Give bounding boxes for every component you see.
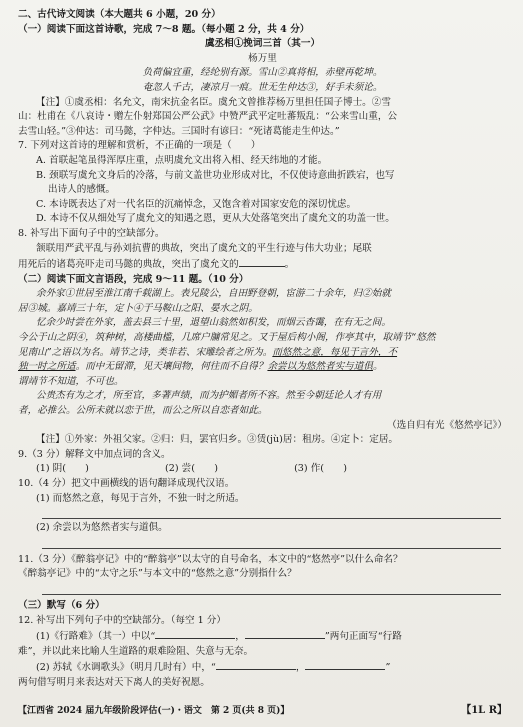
part1-heading: （一）阅读下面这首诗歌，完成 7～8 题。（每小题 2 分，共 4 分） <box>18 23 310 35</box>
part3-heading: （三）默写（6 分） <box>18 599 105 611</box>
question-9: 9.（3 分）解释文中加点词的含义。 <box>18 448 171 460</box>
question-12-2-cont: 两句借写明月来表达对天下离人的美好祝愿。 <box>18 676 210 688</box>
footer-right: 【1L R】 <box>461 705 507 717</box>
question-12: 12. 补写出下列句子中的空缺部分。（每空 1 分） <box>18 614 226 626</box>
question-8-text: 颔联用严武平乱与孙刘抗曹的典故，突出了虞允文的平生行迹与伟大功业；尾联 <box>36 242 372 254</box>
option-d: D. 本诗不仅从细处写了虞允文的知遇之恩，更从大处落笔突出了虞允文的功盖一世。 <box>36 213 395 225</box>
question-10: 10.（4 分）把文中画横线的语句翻译成现代汉语。 <box>18 478 235 489</box>
answer-line[interactable] <box>42 582 501 595</box>
passage-line: 余外家①世居至淮江南千载湖上。表兄陵公，自田野登朝，宦游二十余年，归②始就 <box>36 288 391 300</box>
section-title: 二、古代诗文阅读（本大题共 6 小题，20 分） <box>18 9 221 20</box>
poem-note-line: 【注】①虞丞相：名允文，南宋抗金名臣。虞允文曾推荐杨万里担任国子博士。②雪 <box>36 96 391 108</box>
passage-line: 今公于山之阴④，筑种树，高楼曲槛，几席户牖常见之。又于屋后构小阁，作亭其中，取靖节“悠然 <box>18 332 436 344</box>
question-12-2: (2) 苏轼《水调歌头》（明月几时有）中，“ ， ” <box>18 659 507 676</box>
poem-note-line: 去雪山轻。”③仲达：司马懿，字仲达。三国时有谚曰：“死诸葛能走生仲达。” <box>18 125 340 137</box>
passage-source: （选自归有光《悠然亭记》） <box>387 419 507 431</box>
question-8-text: 用死后的诸葛亮吓走司马懿的典故，突出了虞允文的 。 <box>18 256 507 273</box>
question-11: 11.（3 分）《醉翁亭记》中的“醉翁亭”以太守的自号命名，本文中的“悠然亭”以什么命名？ <box>18 553 403 565</box>
question-12-1: (1)《行路难》（其一）中以“ ， ”两句正面写“行路 <box>18 628 507 645</box>
passage-line: 谓靖节不知道，不可也。 <box>18 375 124 387</box>
option-c: C. 本诗既表达了对一代名臣的沉痛悼念，又饱含着对国家安危的深切忧虑。 <box>36 198 357 210</box>
passage-line: 见南山”之语以为名。靖节之诗，类非若、宋雕绘者之所为。而悠然之意，每见于言外，不 <box>18 346 398 358</box>
passage-note: 【注】①外家：外祖父家。②归：归，罢官归乡。③赁(jù)居：租房。④定卜：定居。 <box>36 434 399 446</box>
question-7: 7. 下列对这首诗的理解和赏析，不正确的一项是（ ） <box>18 140 261 152</box>
answer-line[interactable] <box>42 506 501 519</box>
poem-title: 虞丞相①挽词三首（其一） <box>204 38 321 50</box>
q9-item: (2) 尝( ) <box>165 463 218 475</box>
poem-line: 负荷偏宜重，经纶别有源。雪山②真将相，赤壁再乾坤。 <box>142 67 383 79</box>
page-footer <box>18 704 507 719</box>
question-8: 8. 补写出下面句子中的空缺部分。 <box>18 227 165 239</box>
poem-line: 奄忽人千古，凄凉月一痕。世无生仲达③，好手未须论。 <box>142 81 383 93</box>
answer-blank[interactable] <box>305 659 385 670</box>
answer-blank[interactable] <box>239 256 285 267</box>
question-10-2: (2) 余尝以为悠然者实与道俱。 <box>36 522 168 534</box>
passage-line: 者，必推公。公所未就以恋于世，而公之所以自恋者如此。 <box>18 405 268 417</box>
question-10-1: (1) 而悠然之意，每见于言外，不独一时之所适。 <box>36 492 245 504</box>
q9-item: (1) 阴( ) <box>36 463 89 475</box>
poem-note-line: 山：杜甫在《八哀诗・赠左仆射郑国公严公武》中赞严武平定吐蕃叛乱：“公来雪山重，公 <box>18 111 398 123</box>
passage-line: 居③城。嘉靖三十年，定卜④于马鞍山之阳、晏水之阴。 <box>18 302 258 314</box>
option-a: A. 首联起笔虽得浑厚庄重，点明虞允文出将入相、经天纬地的才能。 <box>36 154 328 166</box>
answer-blank[interactable] <box>155 628 235 639</box>
passage-line: 公贵杰有为之才，所至官，多著声绩，而为护媚者所不容。然至今朝廷论人才有用 <box>36 390 382 402</box>
question-9-items <box>18 462 507 477</box>
part2-heading: （二）阅读下面文言语段，完成 9～11 题。（10 分） <box>18 273 249 285</box>
answer-blank[interactable] <box>216 659 296 670</box>
option-b: B. 颈联写虞允文身后的冷落，与前文盖世功业形成对比，不仅使诗意曲折跌宕，也写 <box>36 169 395 181</box>
q9-item: (3) 作( ) <box>294 463 347 475</box>
answer-blank[interactable] <box>245 628 325 639</box>
footer-left: 【江西省 2024 届九年级阶段评估(一)・语文 第 2 页(共 8 页)】 <box>18 706 290 717</box>
passage-line: 独一时之所适。而中无留滞，见天壤间物，何往而不自得？余尝以为悠然者实与道俱。 <box>18 361 383 373</box>
option-b-cont: 出诗人的感慨。 <box>48 184 116 196</box>
passage-line: 忆余少时尝在外家，盖去县三十里，退望山翁然如积发，而烟云杳霭，在有无之间。 <box>36 317 391 329</box>
poem-author: 杨万里 <box>248 52 277 64</box>
question-11: 《醉翁亭记》中的“太守之乐”与本文中的“悠然之意”分别指什么？ <box>18 568 297 580</box>
question-12-1-cont: 难”，并以此来比喻人生道路的艰难险阻、失意与无奈。 <box>18 645 254 657</box>
answer-line[interactable] <box>42 536 501 549</box>
